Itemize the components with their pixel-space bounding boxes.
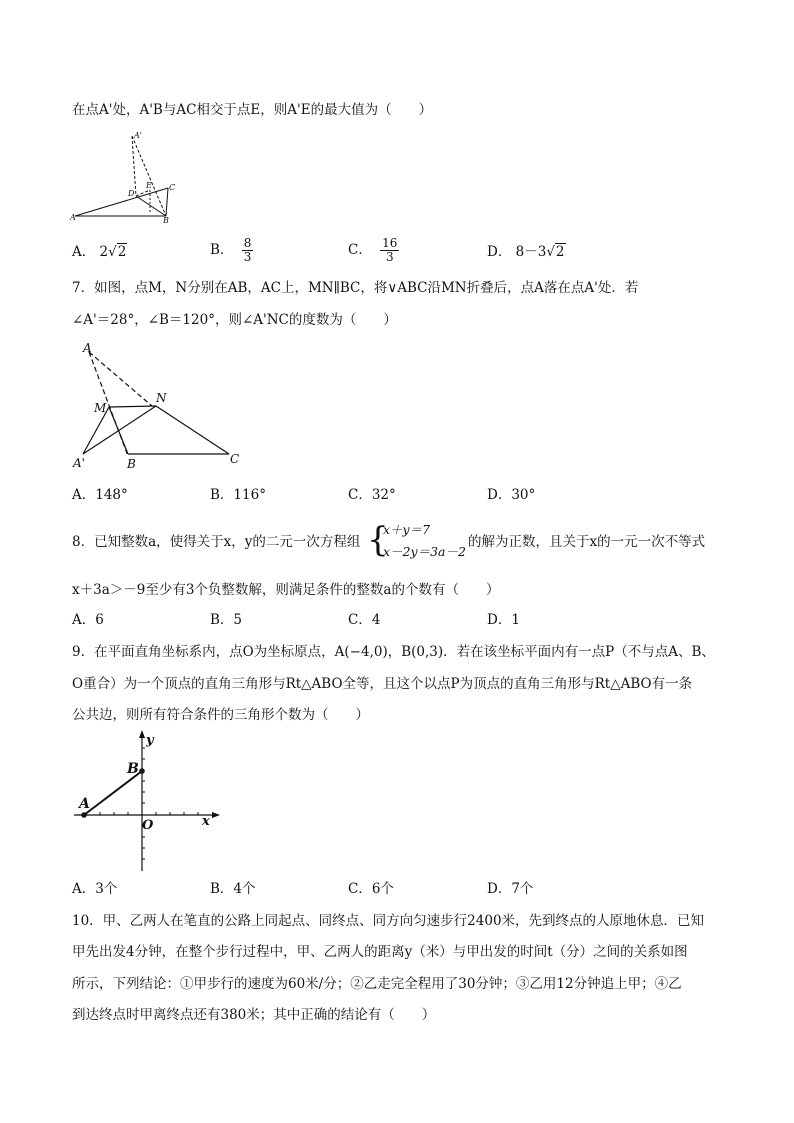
q6-label-C: C <box>169 183 176 192</box>
q9-option-a: A．3个 <box>72 881 118 897</box>
q9-label-A: A <box>79 796 90 812</box>
q7-figure <box>70 338 250 473</box>
q9-option-d: D．7个 <box>487 881 534 897</box>
q7-label-A: A <box>83 341 92 355</box>
q8-equation-1: x＋y＝7 <box>383 522 431 537</box>
q7-line-2: ∠A'＝28°，∠B＝120°，则∠A'NC的度数为（ ） <box>72 312 397 328</box>
q6-label-A: A <box>70 213 76 222</box>
q7-line-1: 7．如图，点M，N分别在AB，AC上，MN∥BC，将∨ABC沿MN折叠后，点A落在点A'处．若 <box>72 280 639 296</box>
q8-system-brace: { <box>367 520 389 560</box>
q9-line-3: 公共边，则所有符合条件的三角形个数为（ ） <box>72 707 369 723</box>
q8-stem-post: 的解为正数，且关于x的一元一次不等式 <box>468 534 706 550</box>
q10-line-3: 所示，下列结论：①甲步行的速度为60米/分；②乙走完全程用了30分钟；③乙用12分钟追上甲；④乙 <box>72 976 682 992</box>
q9-line-1: 9．在平面直角坐标系内，点O为坐标原点，A(−4,0)，B(0,3)．若在该坐标平面内有一点P（不与点A、B、 <box>72 644 715 660</box>
q7-label-Aprime: A' <box>73 456 85 470</box>
q7-option-c: C．32° <box>348 487 396 503</box>
q7-option-d: D．30° <box>487 487 536 503</box>
q6-stem: 在点A'处，A'B与AC相交于点E，则A'E的最大值为（ ） <box>72 102 433 118</box>
q10-line-4: 到达终点时甲离终点还有380米；其中正确的结论有（ ） <box>72 1007 436 1023</box>
q6-option-b: B． $\frac{8}{3}$ <box>210 236 252 264</box>
q9-option-b: B．4个 <box>210 881 256 897</box>
q6-label-B: B <box>163 216 169 225</box>
q7-label-M: M <box>94 401 107 415</box>
q6-label-E: E <box>146 181 152 190</box>
q9-coordinate-figure <box>70 728 230 876</box>
q6-option-d: D． 8－3√2 <box>487 244 565 260</box>
q6-figure <box>70 128 190 228</box>
q6-option-a: A． 2√2 <box>72 244 127 260</box>
q8-option-c: C．4 <box>348 612 381 628</box>
q7-option-a: A．148° <box>72 487 128 503</box>
q9-label-x: x <box>202 814 210 829</box>
q6-label-Aprime: A' <box>134 131 142 140</box>
q6-option-c: C． $\frac{16}{3}$ <box>348 236 398 264</box>
q7-label-C: C <box>230 452 240 466</box>
q9-option-c: C．6个 <box>348 881 394 897</box>
q9-line-2: O重合）为一个顶点的直角三角形与Rt△ABO全等，且这个以点P为顶点的直角三角形与Rt△ABO有一条 <box>72 676 693 692</box>
q10-line-1: 10．甲、乙两人在笔直的公路上同起点、同终点、同方向匀速步行2400米，先到终点的人原地休息．已知 <box>72 913 705 929</box>
q9-label-y: y <box>146 733 154 748</box>
q9-label-O: O <box>142 818 154 833</box>
q10-line-2: 甲先出发4分钟，在整个步行过程中，甲、乙两人的距离y（米）与甲出发的时间t（分）之间的关系如图 <box>72 944 688 960</box>
q8-option-d: D．1 <box>487 612 520 628</box>
q7-option-b: B．116° <box>210 487 266 503</box>
q8-option-a: A．6 <box>72 612 104 628</box>
q8-line-2: x＋3a＞－9至少有3个负整数解，则满足条件的整数a的个数有（ ） <box>72 582 500 598</box>
q9-label-B: B <box>127 761 139 777</box>
q6-label-D: D <box>128 189 135 198</box>
q7-label-N: N <box>156 391 167 405</box>
q8-stem-pre: 8．已知整数a，使得关于x，y的二元一次方程组 <box>72 534 361 550</box>
q7-label-B: B <box>127 457 136 471</box>
q8-equation-2: x－2y＝3a－2 <box>383 544 466 559</box>
q8-option-b: B．5 <box>210 612 243 628</box>
